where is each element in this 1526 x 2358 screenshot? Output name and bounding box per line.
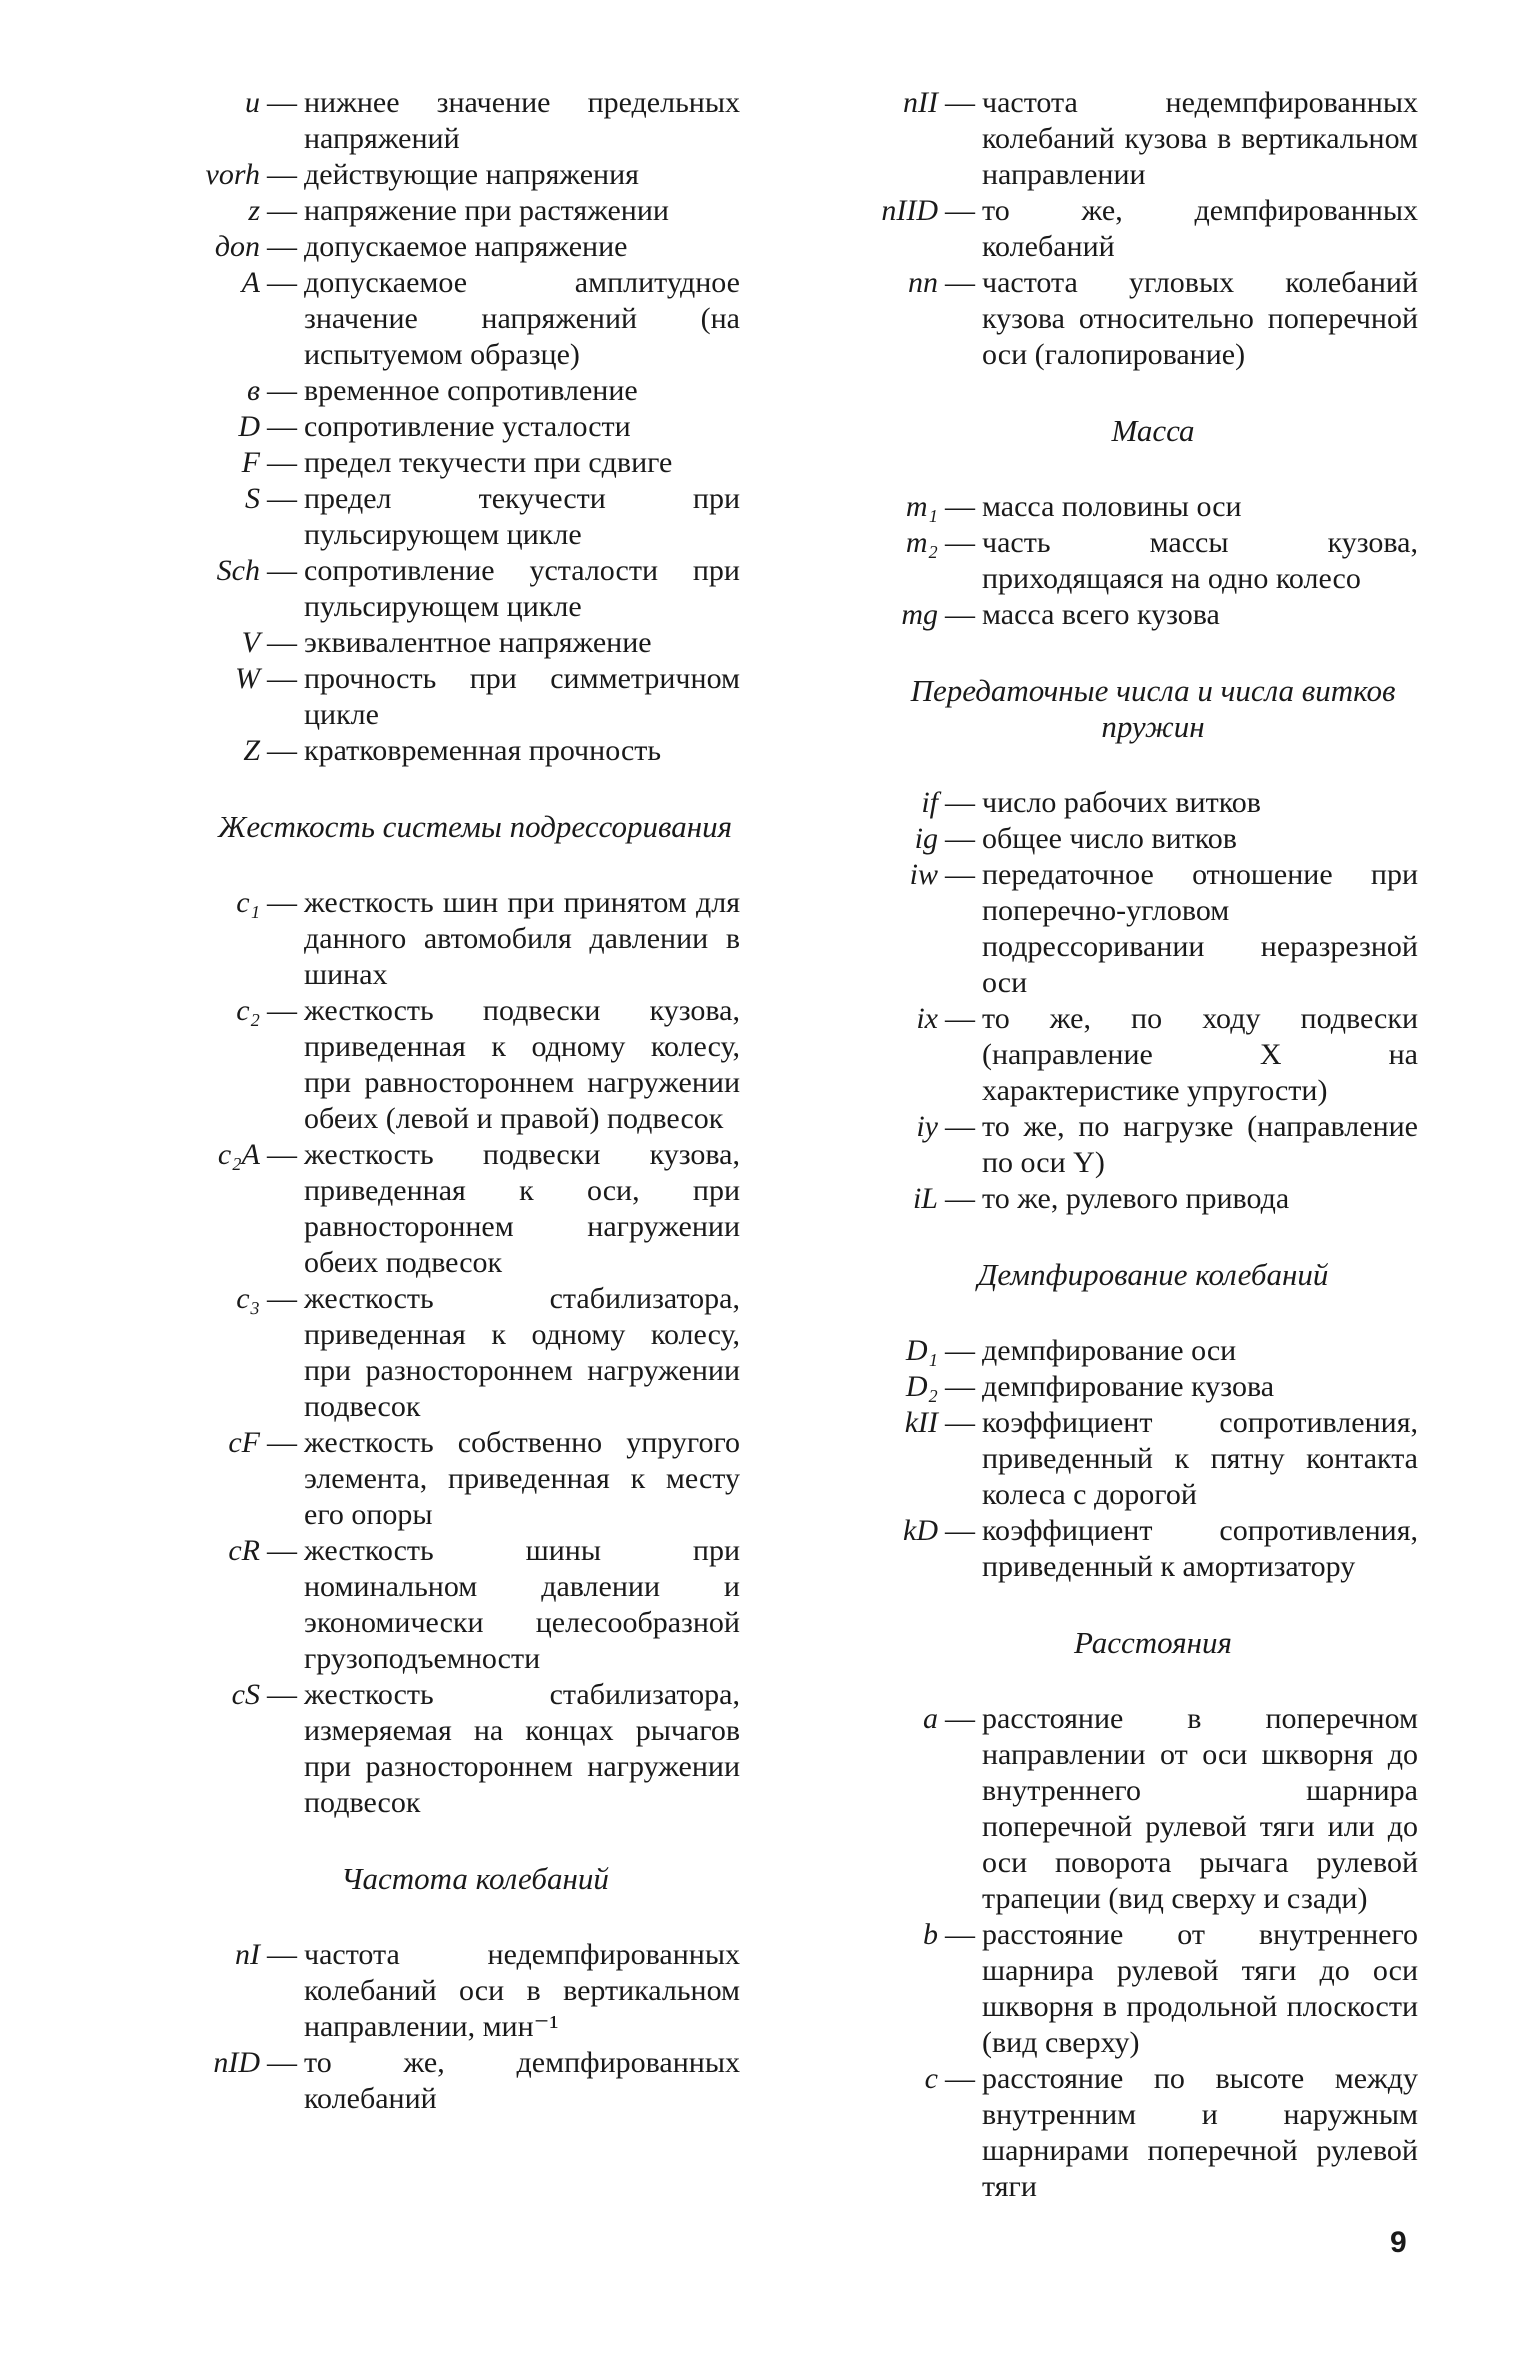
- entry-dash: —: [945, 858, 975, 891]
- entry-dash: —: [267, 554, 297, 587]
- left-column: [150, 85, 740, 2117]
- heading-ratios: Передаточные числа и числа витков пружин: [910, 673, 1396, 744]
- entries-ratios-list: [828, 785, 1418, 1217]
- entry-symbol: cR: [228, 1534, 260, 1567]
- entry-dash: —: [945, 1110, 975, 1143]
- entry-description: то же, рулевого привода: [982, 1182, 1290, 1215]
- entry-description: общее число витков: [982, 822, 1237, 855]
- entries-mass-list: [828, 489, 1418, 633]
- entry-symbol: ix: [916, 1002, 938, 1035]
- entry-symbol: D₂: [905, 1370, 938, 1403]
- entry-dash: —: [945, 1918, 975, 1951]
- entry-dash: —: [267, 482, 297, 515]
- glossary-entry: [828, 265, 1418, 373]
- entries-top-list: [150, 85, 740, 769]
- entry-dash: —: [945, 526, 975, 559]
- glossary-entry: [150, 661, 740, 733]
- entry-dash: —: [267, 1534, 297, 1567]
- entry-dash: —: [267, 194, 297, 227]
- entry-description: жесткость шины при номинальном давлении и экономически целесообразной грузоподъемности: [304, 1534, 740, 1675]
- glossary-entry: [828, 193, 1418, 265]
- entry-description: жесткость шин при принятом для данного автомобиля давлении в шинах: [304, 886, 740, 991]
- entry-symbol: nI: [235, 1938, 260, 1971]
- entry-dash: —: [267, 734, 297, 767]
- glossary-entry: [150, 265, 740, 373]
- glossary-entry: [150, 157, 740, 193]
- entry-dash: —: [267, 1426, 297, 1459]
- entries-frequency-list: [150, 1937, 740, 2117]
- entry-description: частота угловых колебаний кузова относительно поперечной оси (галопирование): [982, 266, 1418, 371]
- page-number: 9: [1390, 2226, 1407, 2259]
- glossary-entry: [828, 597, 1418, 633]
- entry-description: масса всего кузова: [982, 598, 1220, 631]
- entry-description: жесткость стабилизатора, измеряемая на концах рычагов при разностороннем нагружении подвесок: [304, 1678, 740, 1819]
- entry-dash: —: [267, 886, 297, 919]
- entry-symbol: Z: [243, 734, 260, 767]
- entry-description: число рабочих витков: [982, 786, 1261, 819]
- entry-description: расстояние в поперечном направлении от оси шкворня до внутреннего шарнира поперечной рулевой тяги или до оси поворота рычага рулевой трапеции (вид сверху и сзади): [982, 1702, 1418, 1915]
- entry-description: коэффициент сопротивления, приведенный к пятну контакта колеса с дорогой: [982, 1406, 1418, 1511]
- glossary-entry: [828, 1001, 1418, 1109]
- glossary-entry: [828, 1181, 1418, 1217]
- entry-dash: —: [267, 374, 297, 407]
- entry-dash: —: [945, 194, 975, 227]
- entry-symbol: iw: [909, 858, 938, 891]
- entry-description: сопротивление усталости: [304, 410, 631, 443]
- entry-symbol: nII: [903, 86, 938, 119]
- glossary-entry: [828, 857, 1418, 1001]
- entry-description: допускаемое напряжение: [304, 230, 628, 263]
- entry-symbol: D₁: [905, 1334, 938, 1367]
- glossary-entry: [150, 993, 740, 1137]
- entry-dash: —: [267, 1678, 297, 1711]
- entry-dash: —: [267, 266, 297, 299]
- heading-damping: Демпфирование колебаний: [977, 1257, 1329, 1292]
- entry-dash: —: [945, 2062, 975, 2095]
- entry-description: частота недемпфированных колебаний кузова в вертикальном направлении: [982, 86, 1418, 191]
- entry-symbol: S: [245, 482, 260, 515]
- entry-symbol: if: [921, 786, 938, 819]
- entry-description: допускаемое амплитудное значение напряжений (на испытуемом образце): [304, 266, 740, 371]
- entry-description: расстояние по высоте между внутренним и наружным шарнирами поперечной рулевой тяги: [982, 2062, 1418, 2203]
- entry-description: эквивалентное напряжение: [304, 626, 652, 659]
- entry-description: то же, демпфированных колебаний: [304, 2046, 740, 2115]
- entry-description: кратковременная прочность: [304, 734, 662, 767]
- entry-description: частота недемпфированных колебаний оси в вертикальном направлении, мин⁻¹: [304, 1938, 740, 2043]
- entry-description: нижнее значение предельных напряжений: [304, 86, 740, 155]
- entry-description: то же, демпфированных колебаний: [982, 194, 1418, 263]
- entry-symbol: V: [241, 626, 260, 659]
- entry-symbol: W: [235, 662, 260, 695]
- heading-frequency: Частота колебаний: [341, 1861, 609, 1896]
- glossary-entry: [150, 1533, 740, 1677]
- entries-frequency-cont-list: [828, 85, 1418, 373]
- entry-symbol: mg: [901, 598, 938, 631]
- glossary-entry: [150, 1937, 740, 2045]
- heading-distances: Расстояния: [1074, 1625, 1232, 1660]
- glossary-entry: [150, 85, 740, 157]
- entry-symbol: u: [245, 86, 260, 119]
- glossary-entry: [828, 1405, 1418, 1513]
- glossary-entry: [828, 1109, 1418, 1181]
- entry-symbol: vorh: [205, 158, 260, 191]
- glossary-entry: [150, 733, 740, 769]
- heading-stiffness: Жесткость системы подрессоривания: [217, 809, 733, 844]
- entry-symbol: c₃: [236, 1282, 260, 1315]
- glossary-entry: [150, 1137, 740, 1281]
- entry-symbol: iy: [916, 1110, 938, 1143]
- entry-symbol: nIID: [881, 194, 938, 227]
- entry-description: коэффициент сопротивления, приведенный к амортизатору: [982, 1514, 1418, 1583]
- entry-dash: —: [267, 158, 297, 191]
- entry-symbol: b: [923, 1918, 938, 1951]
- entries-stiffness-list: [150, 885, 740, 1821]
- entry-dash: —: [267, 230, 297, 263]
- entry-description: часть массы кузова, приходящаяся на одно колесо: [982, 526, 1418, 595]
- entry-dash: —: [945, 266, 975, 299]
- right-column: [828, 85, 1418, 2205]
- glossary-entry: [828, 785, 1418, 821]
- entry-symbol: c₁: [236, 886, 260, 919]
- glossary-entry: [828, 489, 1418, 525]
- entry-symbol: доп: [214, 230, 260, 263]
- glossary-entry: [828, 525, 1418, 597]
- entry-dash: —: [267, 994, 297, 1027]
- entry-dash: —: [267, 410, 297, 443]
- entry-dash: —: [945, 786, 975, 819]
- entry-dash: —: [945, 1182, 975, 1215]
- entry-description: масса половины оси: [982, 490, 1242, 523]
- entry-dash: —: [267, 1282, 297, 1315]
- entry-dash: —: [945, 1406, 975, 1439]
- entry-symbol: Sch: [216, 554, 260, 587]
- entry-description: демпфирование оси: [982, 1334, 1237, 1367]
- glossary-entry: [150, 409, 740, 445]
- entries-distances-list: [828, 1701, 1418, 2205]
- entry-dash: —: [267, 2046, 297, 2079]
- entry-symbol: cF: [228, 1426, 260, 1459]
- entry-dash: —: [945, 1002, 975, 1035]
- entry-symbol: в: [246, 374, 260, 407]
- glossary-entry: [828, 1513, 1418, 1585]
- entry-symbol: m₂: [905, 526, 938, 559]
- glossary-entry: [150, 481, 740, 553]
- entry-description: то же, по нагрузке (направление по оси Y): [982, 1110, 1418, 1179]
- entry-symbol: D: [238, 410, 260, 443]
- entry-dash: —: [945, 1370, 975, 1403]
- glossary-entry: [150, 2045, 740, 2117]
- entry-description: жесткость подвески кузова, приведенная к оси, при равностороннем нагружении обеих подвесок: [304, 1138, 740, 1279]
- glossary-entry: [828, 2061, 1418, 2205]
- entry-symbol: a: [923, 1702, 938, 1735]
- entry-description: жесткость собственно упругого элемента, приведенная к месту его опоры: [304, 1426, 740, 1531]
- entry-description: демпфирование кузова: [982, 1370, 1275, 1403]
- entry-symbol: nn: [908, 266, 938, 299]
- entry-description: передаточное отношение при поперечно-угловом подрессоривании неразрезной оси: [982, 858, 1418, 999]
- entry-symbol: A: [241, 266, 260, 299]
- glossary-entry: [150, 1281, 740, 1425]
- entry-symbol: c: [924, 2062, 938, 2095]
- entry-dash: —: [267, 1138, 297, 1171]
- glossary-entry: [150, 373, 740, 409]
- entry-symbol: kII: [904, 1406, 938, 1439]
- entry-dash: —: [267, 662, 297, 695]
- entries-damping-list: [828, 1333, 1418, 1585]
- entry-description: временное сопротивление: [304, 374, 638, 407]
- entry-symbol: m₁: [905, 490, 938, 523]
- entry-dash: —: [267, 86, 297, 119]
- entry-description: сопротивление усталости при пульсирующем цикле: [304, 554, 740, 623]
- glossary-entry: [150, 885, 740, 993]
- glossary-entry: [150, 445, 740, 481]
- heading-mass: Масса: [1111, 413, 1195, 448]
- glossary-entry: [828, 1333, 1418, 1369]
- entry-symbol: ig: [914, 822, 938, 855]
- entry-symbol: nID: [213, 2046, 260, 2079]
- entry-symbol: cS: [231, 1678, 260, 1711]
- glossary-entry: [150, 553, 740, 625]
- entry-description: предел текучести при сдвиге: [304, 446, 673, 479]
- glossary-entry: [828, 821, 1418, 857]
- glossary-entry: [150, 1677, 740, 1821]
- entry-dash: —: [267, 446, 297, 479]
- glossary-entry: [150, 229, 740, 265]
- entry-symbol: iL: [912, 1182, 938, 1215]
- entry-description: предел текучести при пульсирующем цикле: [304, 482, 740, 551]
- entry-description: то же, по ходу подвески (направление X на характеристике упругости): [982, 1002, 1418, 1107]
- entry-dash: —: [945, 822, 975, 855]
- glossary-entry: [828, 1369, 1418, 1405]
- glossary-entry: [150, 193, 740, 229]
- glossary-entry: [150, 1425, 740, 1533]
- entry-symbol: z: [248, 194, 260, 227]
- entry-symbol: F: [241, 446, 260, 479]
- entry-description: действующие напряжения: [304, 158, 639, 191]
- entry-description: жесткость стабилизатора, приведенная к одному колесу, при разностороннем нагружении подвесок: [304, 1282, 740, 1423]
- entry-dash: —: [267, 626, 297, 659]
- entry-symbol: c₂: [236, 994, 260, 1027]
- entry-dash: —: [945, 490, 975, 523]
- entry-description: прочность при симметричном цикле: [304, 662, 740, 731]
- glossary-entry: [828, 85, 1418, 193]
- entry-description: жесткость подвески кузова, приведенная к одному колесу, при равностороннем нагружении обеих (левой и правой) подвесок: [304, 994, 740, 1135]
- entry-symbol: c₂A: [217, 1138, 260, 1171]
- glossary-entry: [150, 625, 740, 661]
- entry-dash: —: [945, 1702, 975, 1735]
- entry-dash: —: [945, 86, 975, 119]
- glossary-entry: [828, 1701, 1418, 1917]
- entry-dash: —: [945, 1514, 975, 1547]
- entry-dash: —: [945, 1334, 975, 1367]
- glossary-entry: [828, 1917, 1418, 2061]
- entry-symbol: kD: [903, 1514, 938, 1547]
- entry-dash: —: [945, 598, 975, 631]
- entry-dash: —: [267, 1938, 297, 1971]
- entry-description: расстояние от внутреннего шарнира рулевой тяги до оси шкворня в продольной плоскости (вид сверху): [982, 1918, 1418, 2059]
- entry-description: напряжение при растяжении: [304, 194, 669, 227]
